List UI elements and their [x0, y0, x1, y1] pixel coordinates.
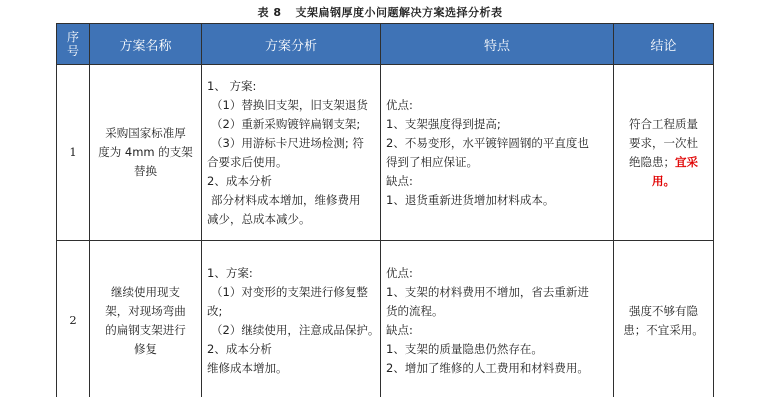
header-seq: 序 号: [57, 24, 90, 65]
row-analysis: 1、方案: （1）对变形的支架进行修复整 改; （2）继续使用，注意成品保护。 2、成本分析 维修成本增加。: [202, 241, 381, 401]
table-row: [57, 241, 714, 401]
row-conclusion: 强度不够有隐 患；不宜采用。: [614, 241, 714, 401]
header-features: 特点: [381, 24, 614, 65]
row-name: 继续使用现支 架，对现场弯曲 的扁钢支架进行 修复: [90, 241, 202, 401]
row-analysis: 1、 方案: （1）替换旧支架，旧支架退货 （2）重新采购镀锌扁钢支架; （3）用游标卡尺进场检测; 符 合要求后使用。 2、成本分析 部分材料成本增加，维修费用 减少，总成本减少。: [202, 65, 381, 241]
table-title: [0, 4, 760, 20]
page-cut: [0, 397, 760, 402]
header-row: [57, 24, 714, 65]
table-number: 表 8: [257, 6, 282, 19]
table-row: [57, 65, 714, 241]
header-conclusion: 结论: [614, 24, 714, 65]
recommend-highlight-end: 用。: [652, 173, 675, 188]
header-name: 方案名称: [90, 24, 202, 65]
row-conclusion: 符合工程质量 要求，一次杜 绝隐患；宜采 用。: [614, 65, 714, 241]
row-seq: 1: [57, 65, 90, 241]
row-features: 优点: 1、支架的材料费用不增加，省去重新进 货的流程。 缺点: 1、支架的质量隐患仍然存在。 2、增加了维修的人工费用和材料费用。: [381, 241, 614, 401]
row-features: 优点: 1、支架强度得到提高; 2、不易变形，水平镀锌圆钢的平直度也 得到了相应保证。 缺点: 1、退货重新进货增加材料成本。: [381, 65, 614, 241]
header-analysis: 方案分析: [202, 24, 381, 65]
solution-analysis-table: [56, 23, 714, 401]
row-seq: 2: [57, 241, 90, 401]
table-caption: 支架扁钢厚度小问题解决方案选择分析表: [295, 6, 503, 19]
row-name: 采购国家标准厚 度为 4mm 的支架 替换: [90, 65, 202, 241]
recommend-highlight: 宜采: [675, 154, 698, 169]
